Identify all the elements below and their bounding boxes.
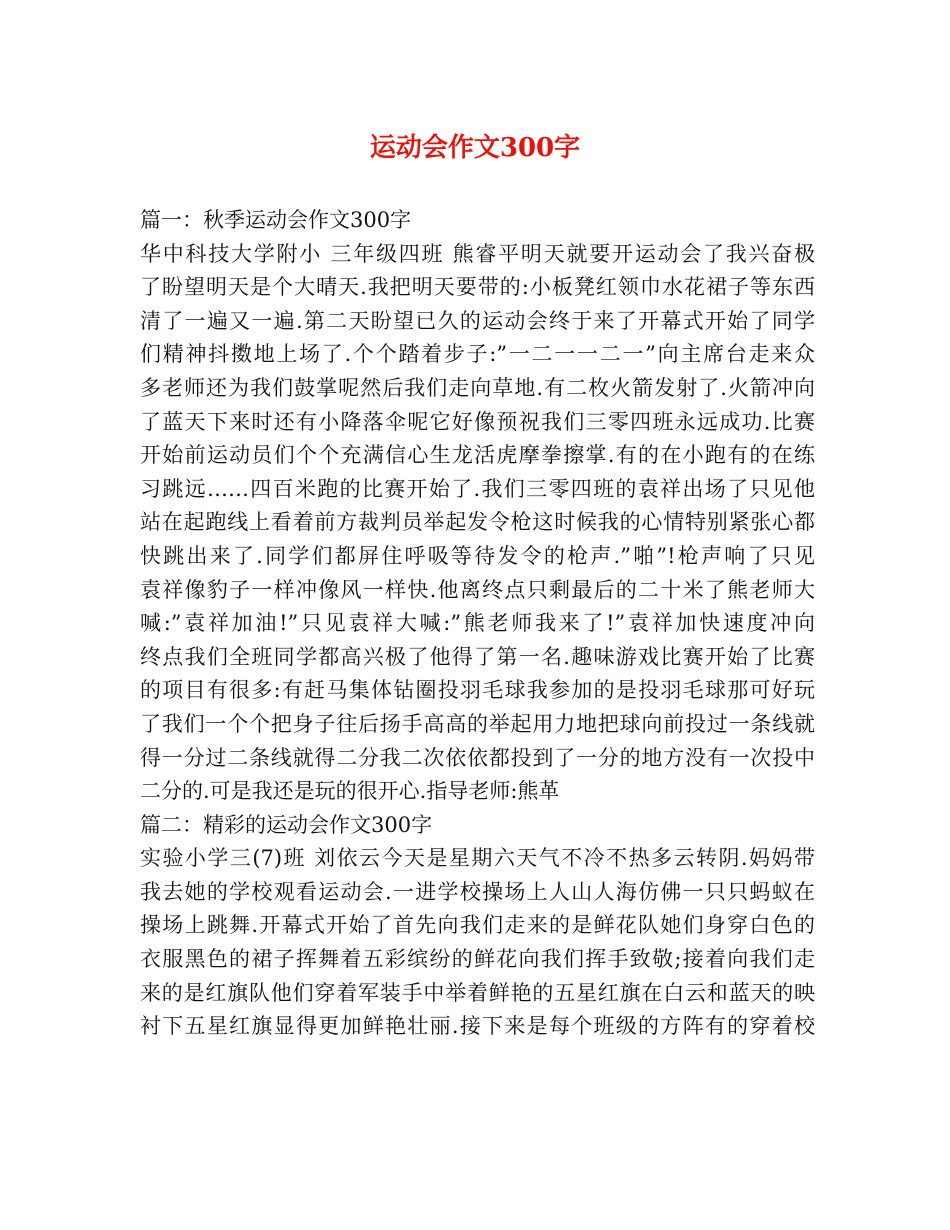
paragraph-line: 们精神抖擞地上场了.个个踏着步子:”一二一一二一”向主席台走来众 bbox=[140, 342, 815, 367]
paragraph-line: 二分的.可是我还是玩的很开心.指导老师:熊革 bbox=[140, 779, 560, 804]
paragraph-line: 多老师还为我们鼓掌呢然后我们走向草地.有二枚火箭发射了.火箭冲向 bbox=[140, 375, 815, 400]
document-title: 运动会作文300字 bbox=[369, 133, 581, 163]
paragraph-line: 的项目有很多:有赶马集体钻圈投羽毛球我参加的是投羽毛球那可好玩 bbox=[140, 678, 815, 703]
paragraph-line: 操场上跳舞.开幕式开始了首先向我们走来的是鲜花队她们身穿白色的 bbox=[140, 913, 815, 938]
document-body bbox=[140, 204, 815, 1044]
paragraph-line: 衣服黑色的裙子挥舞着五彩缤纷的鲜花向我们挥手致敬;接着向我们走 bbox=[140, 947, 815, 972]
paragraph-line: 开始前运动员们个个充满信心生龙活虎摩拳擦掌.有的在小跑有的在练 bbox=[140, 443, 815, 468]
section-heading: 篇一：秋季运动会作文300字 bbox=[140, 208, 412, 232]
paragraph-line: 了盼望明天是个大晴天.我把明天要带的:小板凳红领巾水花裙子等东西 bbox=[140, 275, 815, 300]
paragraph-line: 来的是红旗队他们穿着军装手中举着鲜艳的五星红旗在白云和蓝天的映 bbox=[140, 980, 815, 1005]
paragraph-line: 习跳远……四百米跑的比赛开始了.我们三零四班的袁祥出场了只见他 bbox=[140, 476, 815, 501]
paragraph-line: 了我们一个个把身子往后扬手高高的举起用力地把球向前投过一条线就 bbox=[140, 711, 815, 736]
paragraph-line: 喊:”袁祥加油!”只见袁祥大喊:”熊老师我来了!”袁祥加快速度冲向 bbox=[140, 611, 815, 636]
paragraph-line: 终点我们全班同学都高兴极了他得了第一名.趣味游戏比赛开始了比赛 bbox=[140, 644, 815, 669]
section-heading: 篇二：精彩的运动会作文300字 bbox=[140, 812, 433, 837]
paragraph-line: 实验小学三(7)班 刘依云今天是星期六天气不冷不热多云转阴.妈妈带 bbox=[140, 846, 815, 871]
paragraph-line: 我去她的学校观看运动会.一进学校操场上人山人海仿佛一只只蚂蚁在 bbox=[140, 879, 815, 904]
paragraph-line: 袁祥像豹子一样冲像风一样快.他离终点只剩最后的二十米了熊老师大 bbox=[140, 577, 815, 602]
paragraph-line: 得一分过二条线就得二分我二次依依都投到了一分的地方没有一次投中 bbox=[140, 745, 815, 770]
paragraph-line: 衬下五星红旗显得更加鲜艳壮丽.接下来是每个班级的方阵有的穿着校 bbox=[140, 1014, 815, 1039]
paragraph-line: 站在起跑线上看着前方裁判员举起发令枪这时候我的心情特别紧张心都 bbox=[140, 510, 815, 535]
paragraph-line: 华中科技大学附小 三年级四班 熊睿平明天就要开运动会了我兴奋极 bbox=[140, 241, 815, 266]
paragraph-line: 了蓝天下来时还有小降落伞呢它好像预祝我们三零四班永远成功.比赛 bbox=[140, 409, 815, 434]
paragraph-line: 快跳出来了.同学们都屏住呼吸等待发令的枪声.”啪”!枪声响了只见 bbox=[140, 543, 815, 568]
paragraph-line: 清了一遍又一遍.第二天盼望已久的运动会终于来了开幕式开始了同学 bbox=[140, 308, 815, 333]
